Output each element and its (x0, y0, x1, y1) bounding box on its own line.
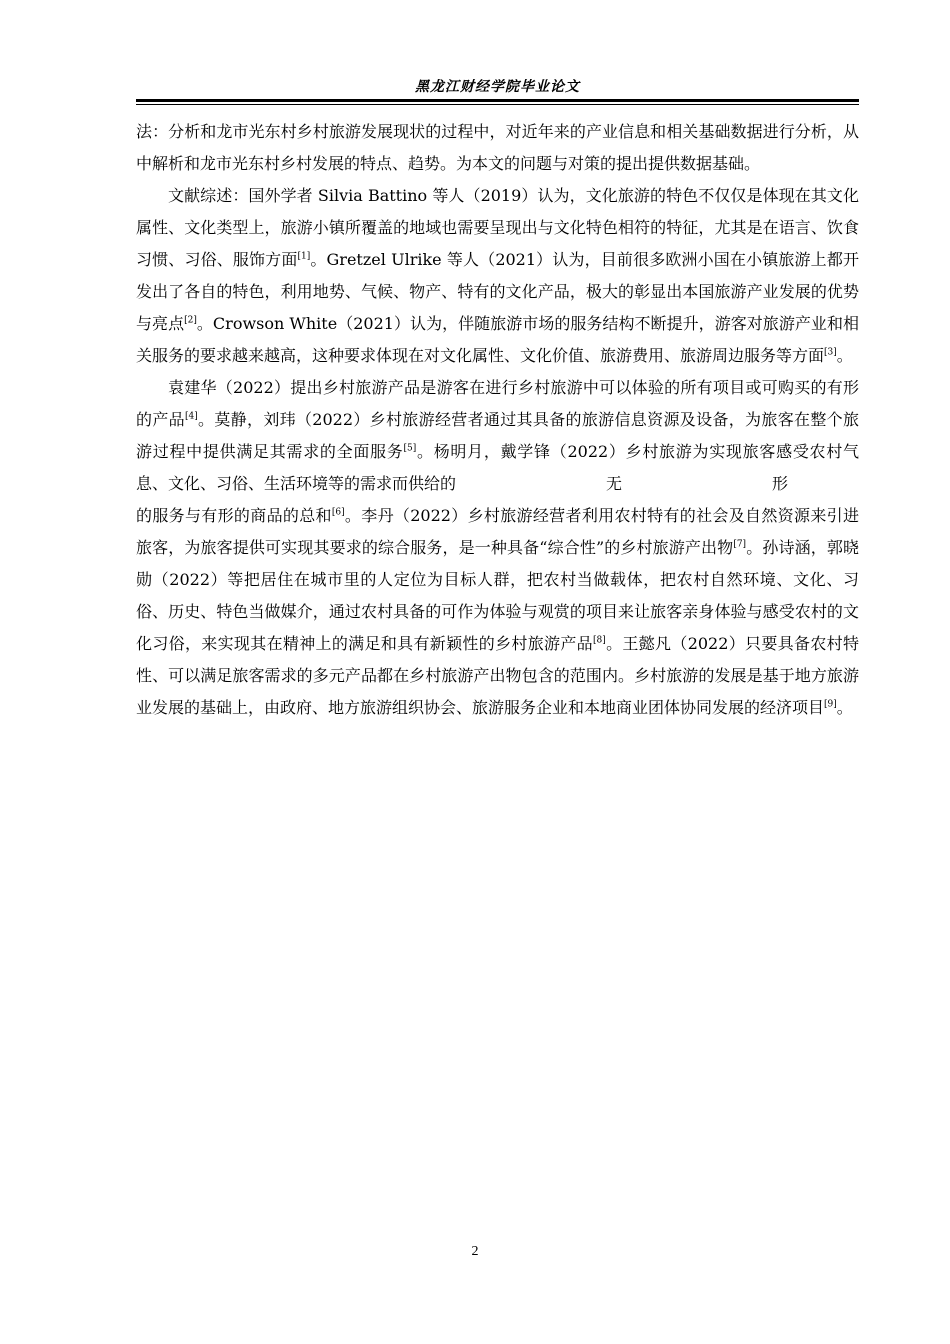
citation-ref: [4] (184, 411, 198, 422)
citation-ref: [2] (184, 315, 197, 326)
paragraph-text: 。李丹（2022）乡村旅游经营者利用农村特有的社会及自然资源来引进旅客，为旅客提供可实现其要求的综合服务，是一种具备“综合性”的乡村旅游产出物 (136, 506, 859, 557)
paragraph-text: 形 (772, 474, 789, 493)
citation-ref: [7] (733, 539, 747, 550)
paragraph-text: 文献综述：国外学者 Silvia Battino 等人（2019）认为，文化旅游的特色不仅仅是体现在其文化属性、文化类型上，旅游小镇所覆盖的地域也需要呈现出与文化特色相符的特征，尤其是在语言、饮食习惯、习俗、服饰方面 (136, 186, 859, 269)
header-rule-thick (136, 99, 859, 102)
paragraph-text: 。王懿凡（2022）只要具备农村特性、可以满足旅客需求的多元产品都在乡村旅游产出物包含的范围内。乡村旅游的发展是基于地方旅游业发展的基础上，由政府、地方旅游组织协会、旅游服务企业和本地商业团体协同发展的经济项目 (136, 634, 859, 717)
paragraph-literature-review-domestic (136, 372, 859, 724)
paragraph-methods (136, 116, 859, 180)
citation-ref: [5] (403, 443, 417, 454)
paragraph-text: 袁建华（2022）提出乡村旅游产品是游客在进行乡村旅游中可以体验的所有项目或可购买的有形的产品 (136, 378, 859, 429)
paragraph-text: 。孙诗涵，郭晓勋（2022）等把居住在城市里的人定位为目标人群，把农村当做载体，把农村自然环境、文化、习俗、历史、特色当做媒介，通过农村具备的可作为体验与观赏的项目来让旅客亲身体验与感受农村的文化习俗，来实现其在精神上的满足和具有新颖性的乡村旅游产品 (136, 538, 859, 653)
paragraph-text: 。Crowson White（2021）认为，伴随旅游市场的服务结构不断提升，游客对旅游产业和相关服务的要求越来越高，这种要求体现在对文化属性、文化价值、旅游费用、旅游周边服务等方面 (136, 314, 859, 365)
page-number: 2 (471, 1244, 479, 1259)
citation-ref: [1] (297, 251, 311, 262)
citation-ref: [6] (331, 507, 345, 518)
paragraph-text: 。Gretzel Ulrike 等人（2021）认为，目前很多欧洲小国在小镇旅游上都开发出了各自的特色，利用地势、气候、物产、特有的文化产品，极大的彰显出本国旅游产业发展的优势与亮点 (136, 250, 859, 333)
paragraph-text: 法：分析和龙市光东村乡村旅游发展现状的过程中，对近年来的产业信息和相关基础数据进行分析，从中解析和龙市光东村乡村发展的特点、趋势。为本文的问题与对策的提出提供数据基础。 (136, 122, 859, 173)
running-header-title: 黑龙江财经学院毕业论文 (415, 79, 580, 95)
paragraph-literature-review-foreign (136, 180, 859, 372)
paragraph-text: 的服务与有形的商品的总和 (136, 506, 332, 525)
citation-ref: [9] (824, 699, 837, 710)
header-rule-thin (136, 104, 859, 105)
paragraph-text: 无 (606, 474, 623, 493)
citation-ref: [3] (824, 347, 837, 358)
body-text (136, 116, 859, 724)
paragraph-text: 。杨明月，戴学锋（2022）乡村旅游为实现旅客感受农村气息、文化、习俗、生活环境等的需求而供给的 (136, 442, 859, 493)
paragraph-text: 。 (836, 346, 853, 365)
paragraph-text: 。 (836, 698, 853, 717)
citation-ref: [8] (593, 635, 606, 646)
paragraph-text: 。莫静，刘玮（2022）乡村旅游经营者通过其具备的旅游信息资源及设备，为旅客在整个旅游过程中提供满足其需求的全面服务 (136, 410, 859, 461)
